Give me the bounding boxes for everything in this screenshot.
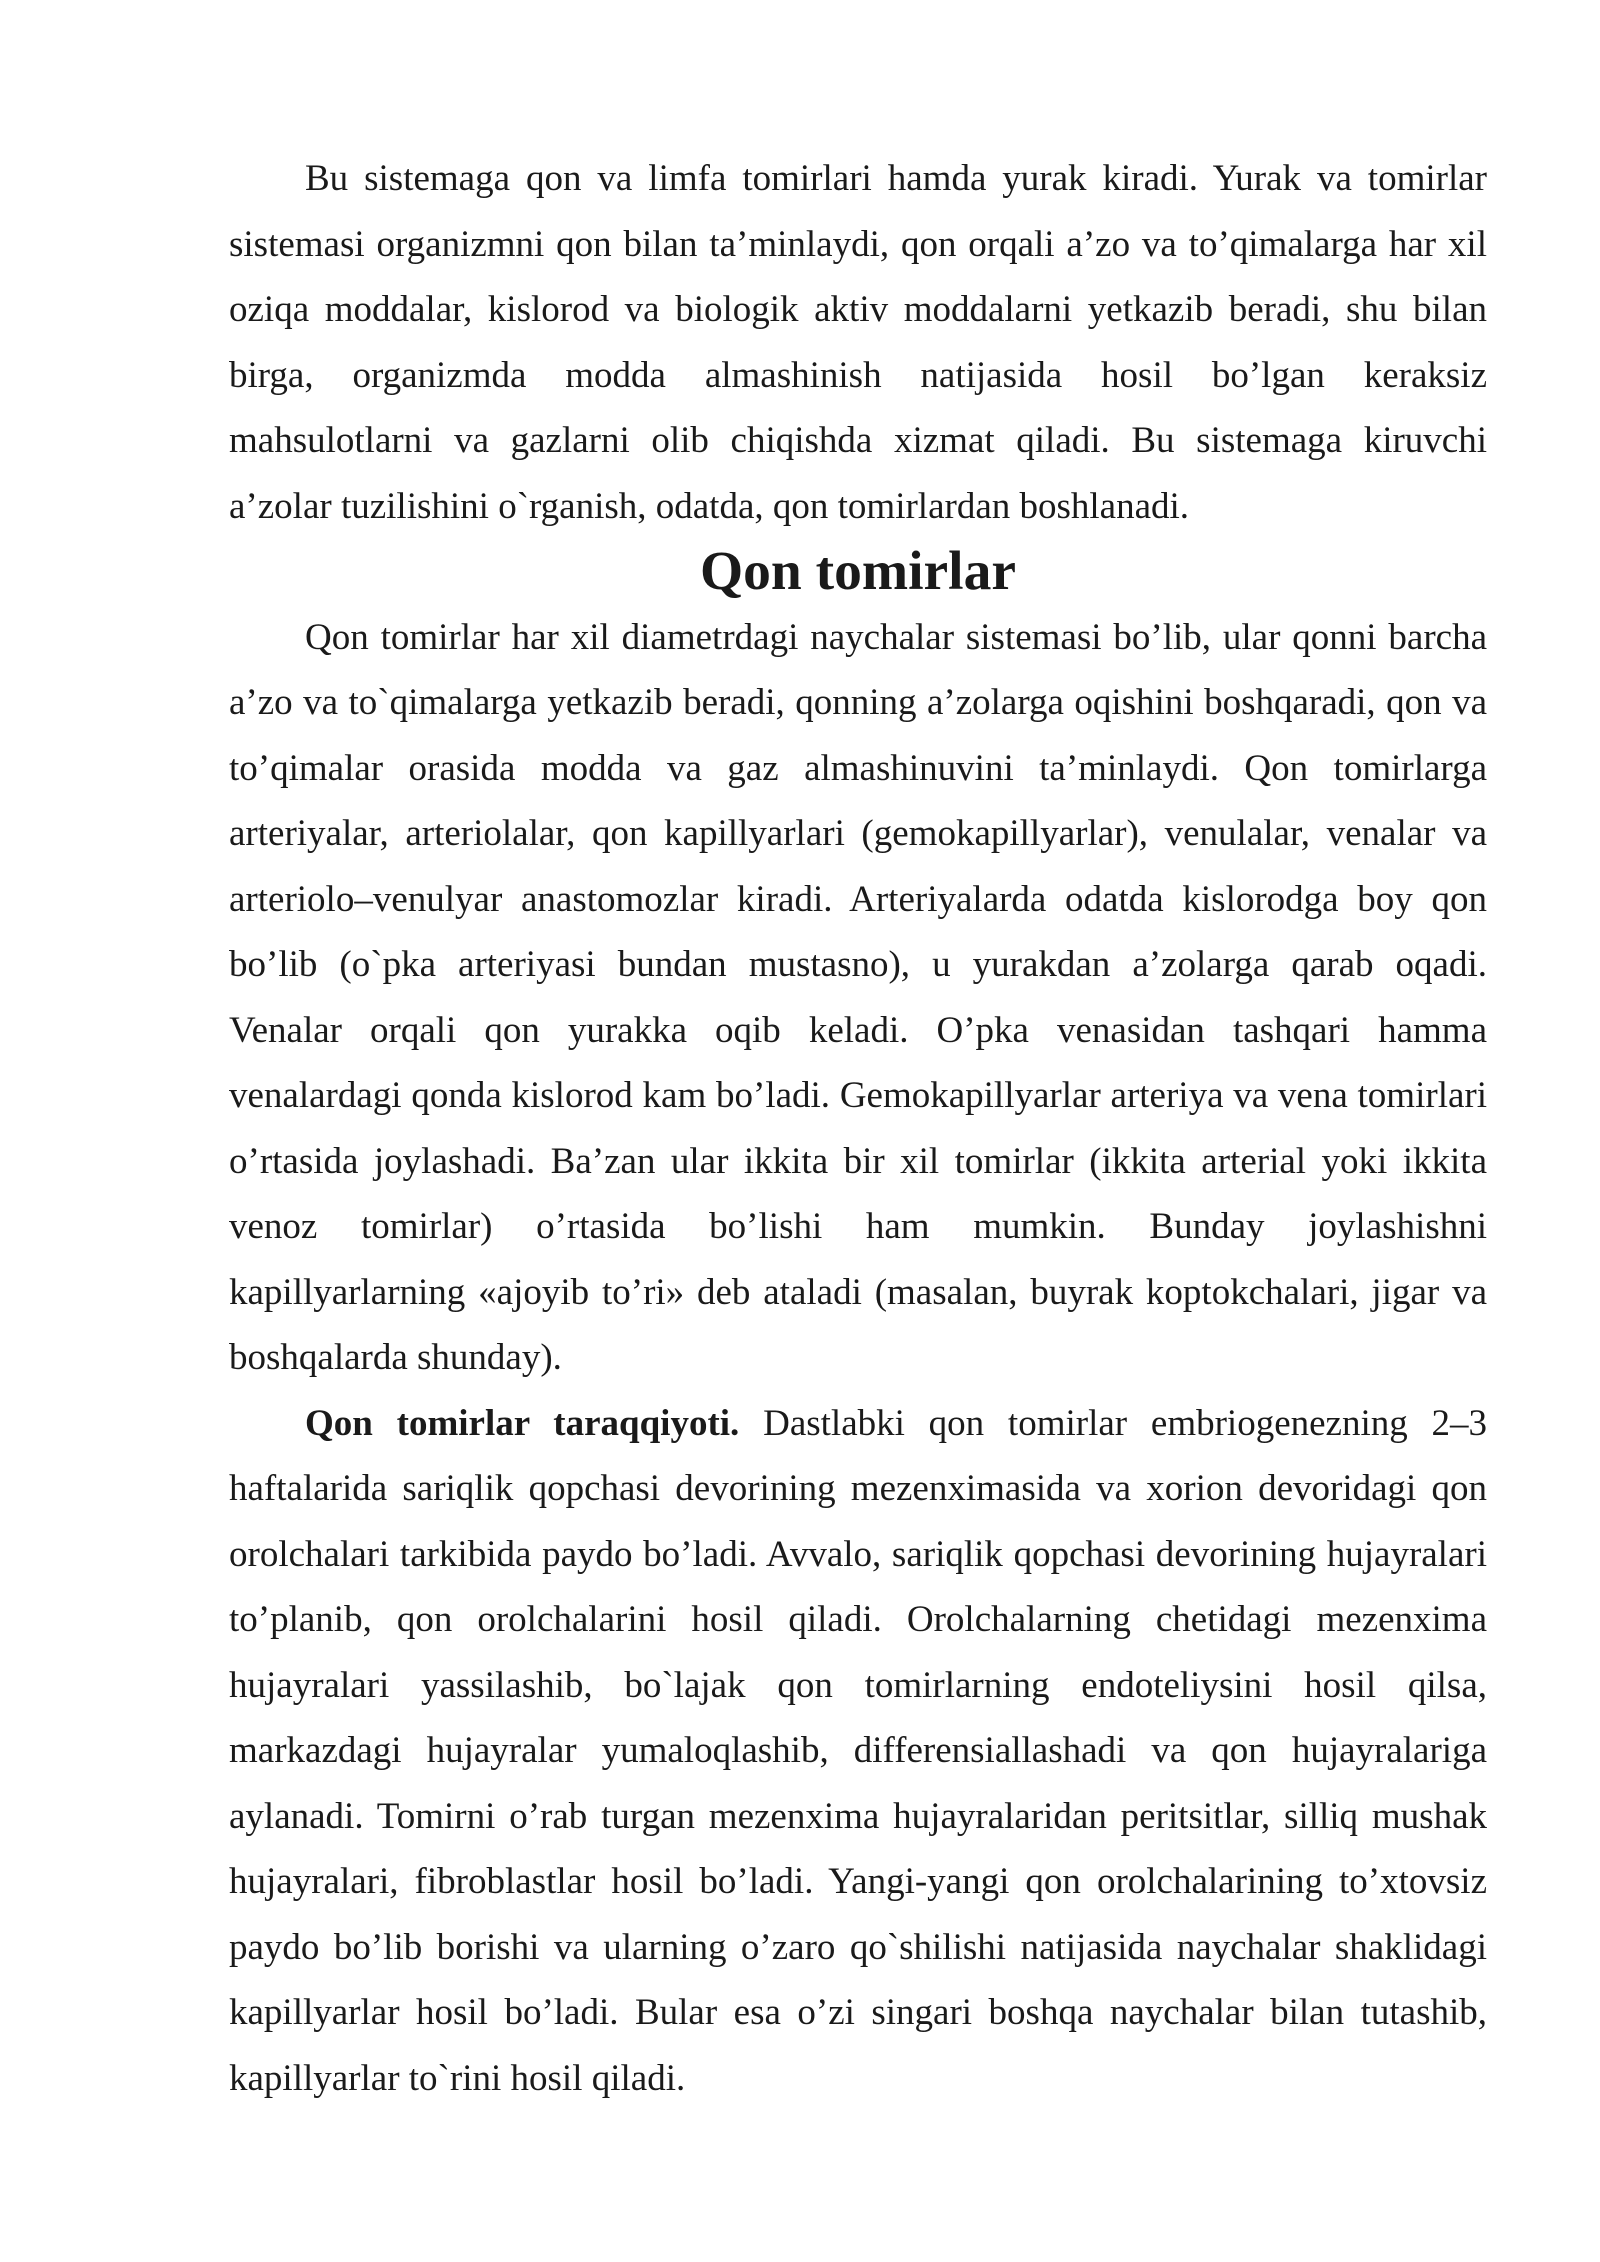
section-heading: Qon tomirlar (700, 541, 1016, 602)
development-heading: Qon tomirlar taraqqiyoti. (305, 1402, 740, 1444)
development-paragraph (229, 1391, 1487, 2112)
document-page (229, 146, 1487, 2111)
intro-paragraph: Bu sistemaga qon va limfa tomirlari hamda yurak kiradi. Yurak va tomirlar sistemasi organizmni qon bilan ta’minlaydi, qon orqali a’zo va to’qimalarga har xil oziqa moddalar, kislorod va biologik aktiv moddalarni yetkazib beradi, shu bilan birga, organizmda modda almashinish natijasida hosil bo’lgan keraksiz mahsulotlarni va gazlarni olib chiqishda xizmat qiladi. Bu sistemaga kiruvchi a’zolar tuzilishini o`rganish, odatda, qon tomirlardan boshlanadi. (229, 158, 1487, 527)
vessels-paragraph: Qon tomirlar har xil diametrdagi naychalar sistemasi bo’lib, ular qonni barcha a’zo va to`qimalarga yetkazib beradi, qonning a’zolarga oqishini boshqaradi, qon va to’qimalar orasida modda va gaz almashinuvini ta’minlaydi. Qon tomirlarga arteriyalar, arteriolalar, qon kapillyarlari (gemokapillyarlar), venulalar, venalar va arteriolo–venulyar anastomozlar kiradi. Arteriyalarda odatda kislorodga boy qon bo’lib (o`pka arteriyasi bundan mustasno), u yurakdan a’zolarga qarab oqadi. Venalar orqali qon yurakka oqib keladi. O’pka venasidan tashqari hamma venalardagi qonda kislorod kam bo’ladi. Gemokapillyarlar arteriya va vena tomirlari o’rtasida joylashadi. Ba’zan ular ikkita bir xil tomirlar (ikkita arterial yoki ikkita venoz tomirlar) o’rtasida bo’lishi ham mumkin. Bunday joylashishni kapillyarlarning «ajoyib to’ri» deb ataladi (masalan, buyrak koptokchalari, jigar va boshqalarda shunday). (229, 616, 1487, 1378)
development-text: Dastlabki qon tomirlar embriogenezning 2–3 haftalarida sariqlik qopchasi devorining mezenximasida va xorion devoridagi qon orolchalari tarkibida paydo bo’ladi. Avvalo, sariqlik qopchasi devorining hujayralari to’planib, qon orolchalarini hosil qiladi. Orolchalarning chetidagi mezenxima hujayralari yassilashib, bo`lajak qon tomirlarning endoteliysini hosil qilsa, markazdagi hujayralar yumaloqlashib, differensiallashadi va qon hujayralariga aylanadi. Tomirni o’rab turgan mezenxima hujayralaridan peritsitlar, silliq mushak hujayralari, fibroblastlar hosil bo’ladi. Yangi-yangi qon orolchalarining to’xtovsiz paydo bo’lib borishi va ularning o’zaro qo`shilishi natijasida naychalar shaklidagi kapillyarlar hosil bo’ladi. Bular esa o’zi singari boshqa naychalar bilan tutashib, kapillyarlar to`rini hosil qiladi. (229, 1402, 1488, 2099)
